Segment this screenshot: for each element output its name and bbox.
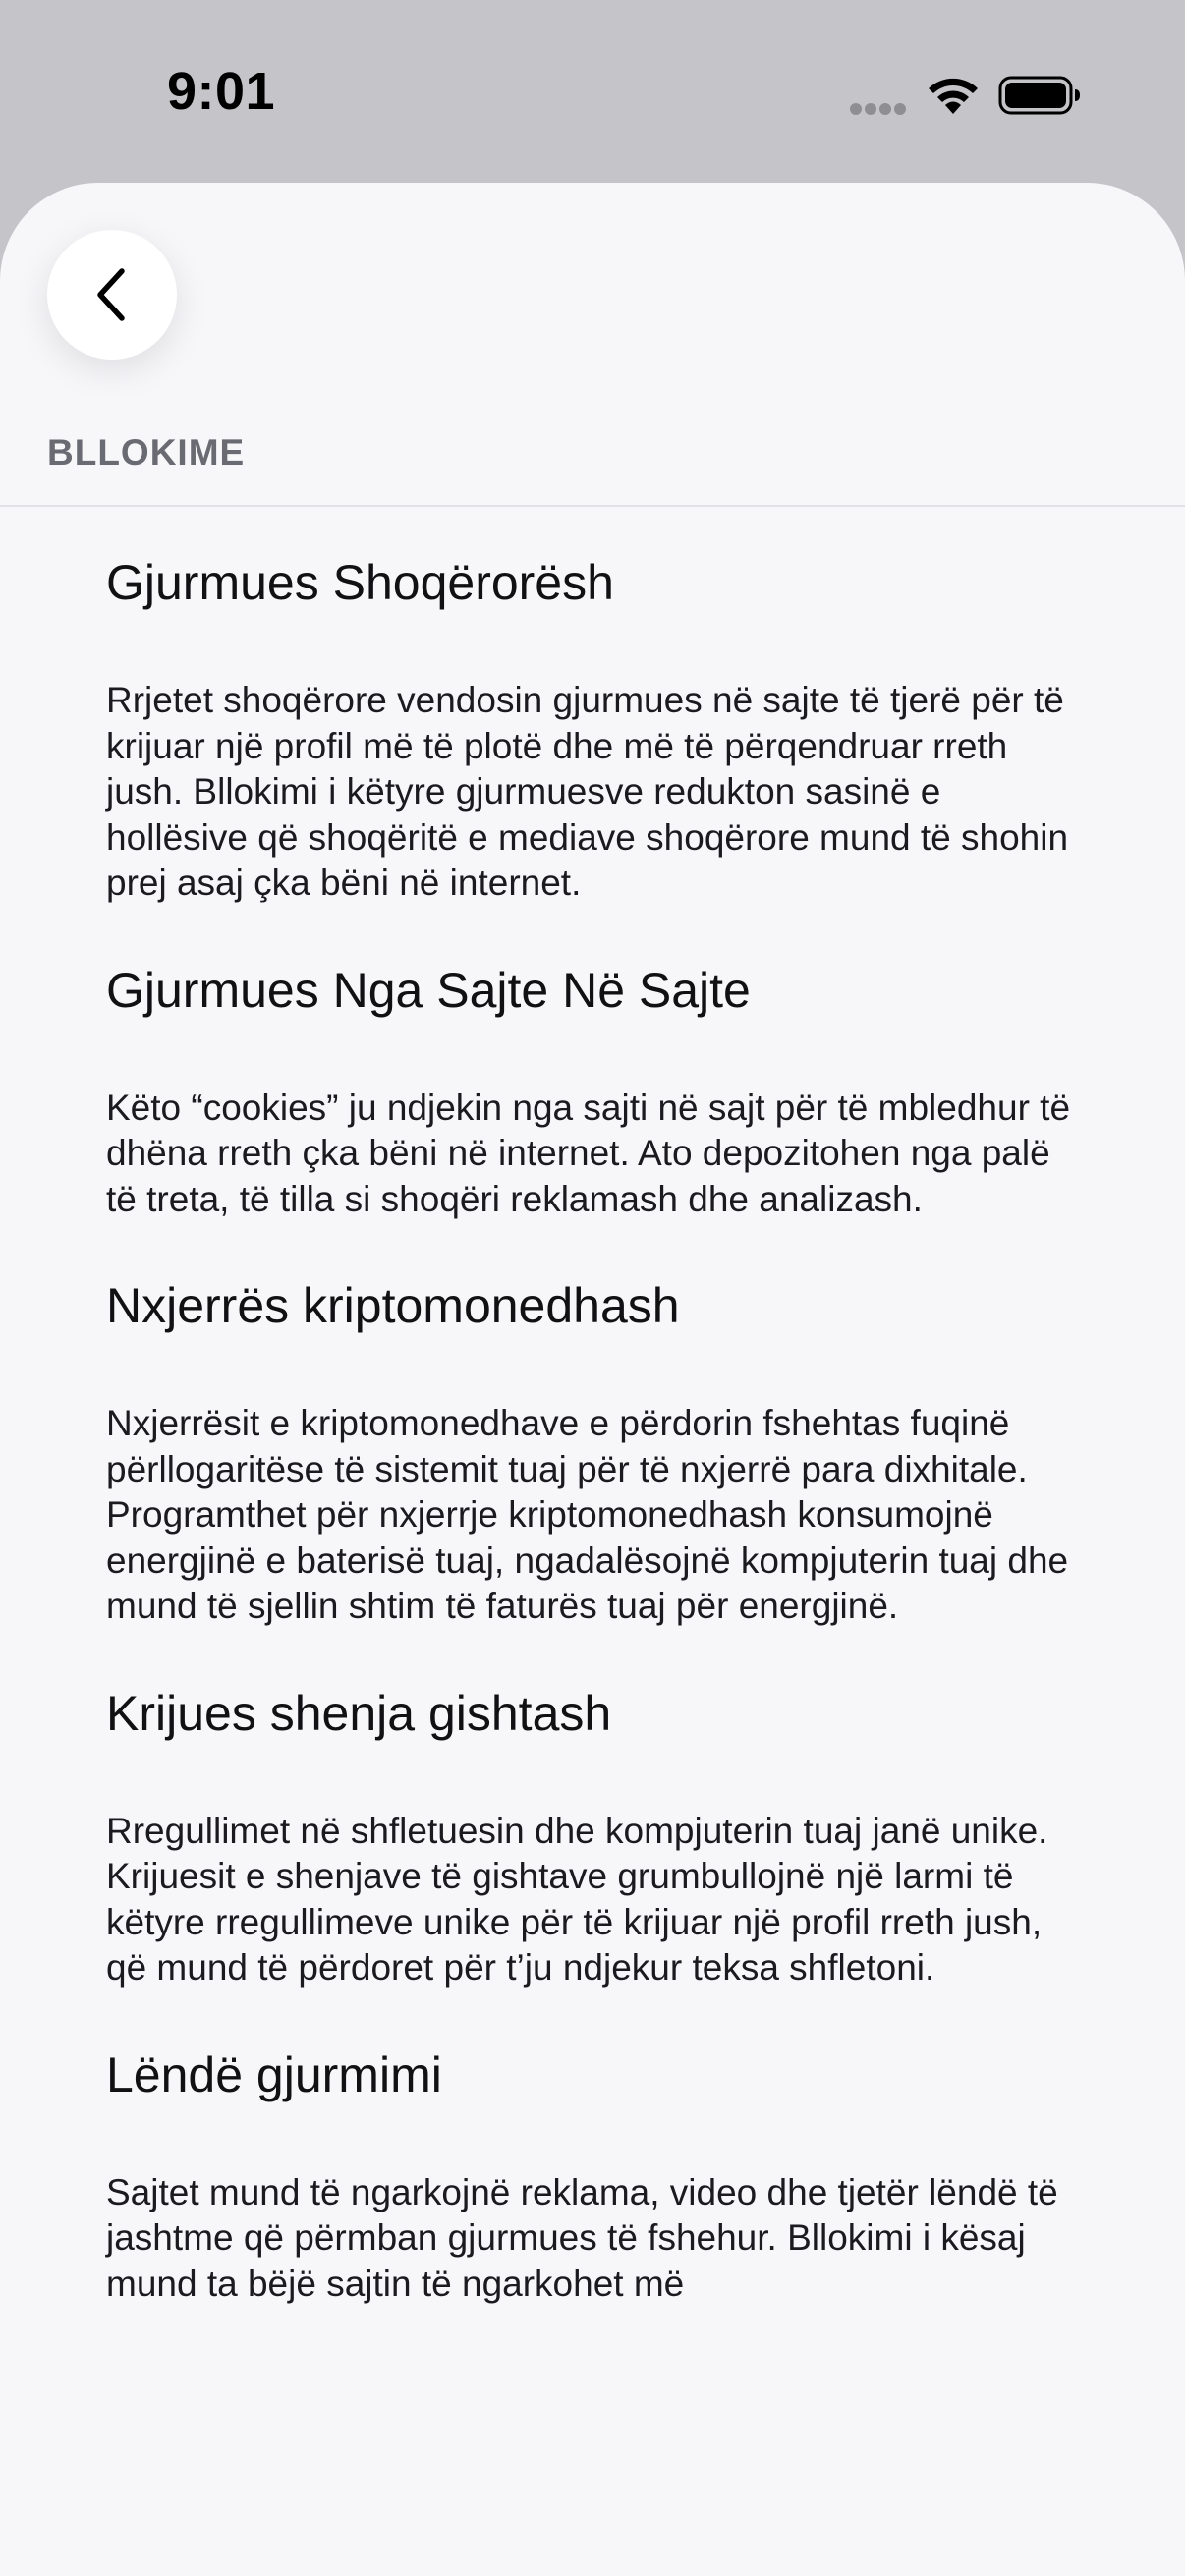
list-item-cross-site-trackers (106, 960, 1089, 1223)
item-description: Rregullimet në shfletuesin dhe kompjuterin tuaj janë unike. Krijuesit e shenjave të gishtave grumbullojnë një larmi të këtyre rregullimeve unike për të krijuar një profil rreth jush, që mund të përdoret për t’ju ndjekur teksa shfletoni. (106, 1810, 1048, 1988)
tracking-info-sheet (0, 183, 1185, 2576)
section-header: BLLOKIME (47, 432, 246, 473)
status-time: 9:01 (167, 62, 276, 121)
chevron-left-icon (90, 267, 134, 322)
list-item-fingerprinters (106, 1683, 1089, 1991)
item-description: Këto “cookies” ju ndjekin nga sajti në sajt për të mbledhur të dhëna rreth çka bëni në internet. Ato depozitohen nga palë të treta, të tilla si shoqëri reklamash dhe analizash. (106, 1087, 1071, 1219)
list-item-social-trackers (106, 552, 1089, 907)
back-button[interactable] (47, 230, 177, 360)
cellular-dots-icon (849, 102, 908, 116)
item-title: Krijues shenja gishtash (106, 1685, 612, 1741)
item-title: Gjurmues Nga Sajte Në Sajte (106, 962, 751, 1018)
item-description: Rrjetet shoqërore vendosin gjurmues në sajte të tjerë për të krijuar një profil më të plotë dhe më të përqendruar rreth jush. Bllokimi i këtyre gjurmuesve redukton sasinë e hollësive që shoqëritë e mediave shoqërore mund të shohin prej asaj çka bëni në internet. (106, 680, 1069, 903)
item-title: Gjurmues Shoqërorësh (106, 555, 614, 610)
list-item-tracking-content (106, 2044, 1089, 2308)
item-title: Nxjerrës kriptomonedhash (106, 1278, 680, 1333)
wifi-icon (926, 75, 981, 116)
divider (0, 505, 1185, 507)
list-item-cryptominers (106, 1275, 1089, 1630)
battery-icon (998, 75, 1081, 116)
blocked-items-list (106, 552, 1089, 2307)
item-title: Lëndë gjurmimi (106, 2046, 442, 2102)
item-description: Sajtet mund të ngarkojnë reklama, video dhe tjetër lëndë të jashtme që përmban gjurmues të fshehur. Bllokimi i kësaj mund ta bëjë sajtin të ngarkohet më (106, 2171, 1058, 2304)
status-bar (0, 0, 1185, 183)
item-description: Nxjerrësit e kriptomonedhave e përdorin fshehtas fuqinë përllogaritëse të sistemit tuaj për të nxjerrë para dixhitale. Programthet për nxjerrje kriptomonedhash konsumojnë energjinë e baterisë tuaj, ngadalësojnë kompjuterin tuaj dhe mund të sjellin shtim të faturës tuaj për energjinë. (106, 1403, 1069, 1626)
